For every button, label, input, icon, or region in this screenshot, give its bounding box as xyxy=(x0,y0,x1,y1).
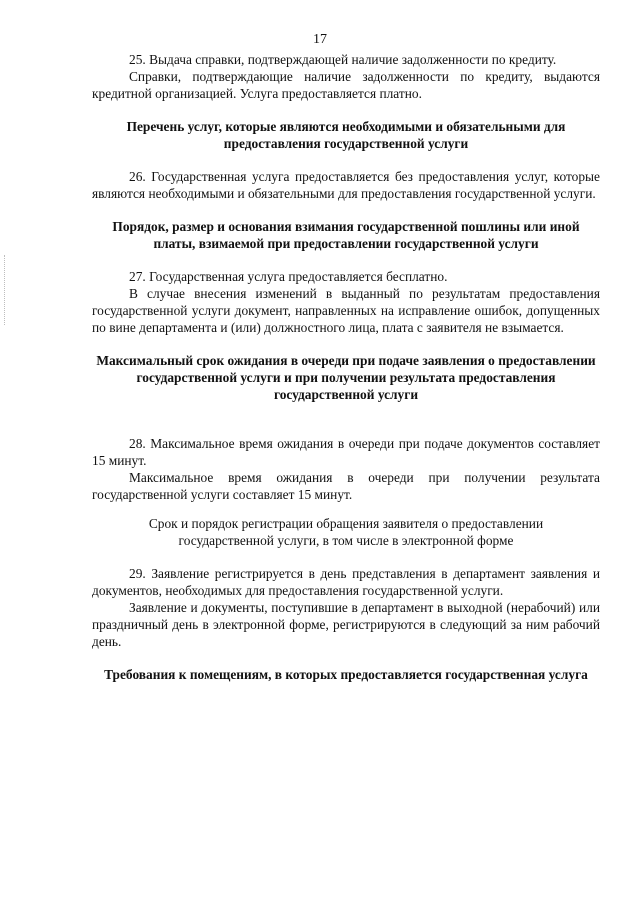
paragraph-28-detail: Максимальное время ожидания в очереди при получении результата государственной услуги составляет 15 минут. xyxy=(92,470,600,502)
paragraph-26: 26. Государственная услуга предоставляется без предоставления услуг, которые являются необходимыми и обязательными для предоставления государственной услуги. xyxy=(92,169,600,201)
section-heading-required-services: Перечень услуг, которые являются необходимыми и обязательными для предоставления государственной услуги xyxy=(126,119,566,151)
paragraph-29: 29. Заявление регистрируется в день представления в департамент заявления и документов, необходимых для предоставления государственной услуги. xyxy=(92,566,600,598)
paragraph-25: 25. Выдача справки, подтверждающей наличие задолженности по кредиту. xyxy=(129,52,557,67)
subheading-registration: Срок и порядок регистрации обращения заявителя о предоставлении государственной услуги, в том числе в электронной форме xyxy=(148,516,544,548)
page-number: 17 xyxy=(313,32,327,47)
paragraph-27: 27. Государственная услуга предоставляется бесплатно. xyxy=(129,269,448,284)
section-heading-fees: Порядок, размер и основания взимания государственной пошлины или иной платы, взимаемой при предоставлении государственной услуги xyxy=(112,219,580,251)
margin-mark xyxy=(4,255,5,325)
paragraph-27-detail: В случае внесения изменений в выданный по результатам предоставления государственной услуги документ, направленных на исправление ошибок, допущенных по вине департамента и (или) должностного лица, плата с заявителя не взымается. xyxy=(92,286,600,335)
paragraph-28: 28. Максимальное время ожидания в очереди при подаче документов составляет 15 минут. xyxy=(92,436,600,468)
document-body xyxy=(92,51,600,683)
paragraph-25-detail: Справки, подтверждающие наличие задолженности по кредиту, выдаются кредитной организацией. Услуга предоставляется платно. xyxy=(92,69,600,101)
section-heading-premises: Требования к помещениям, в которых предоставляется государственная услуга xyxy=(104,667,588,682)
section-heading-waiting-time: Максимальный срок ожидания в очереди при подаче заявления о предоставлении государственной услуги и при получении результата предоставления государственной услуги xyxy=(96,353,596,402)
paragraph-29-detail: Заявление и документы, поступившие в департамент в выходной (нерабочий) или праздничный день в электронной форме, регистрируются в следующий за ним рабочий день. xyxy=(92,600,600,649)
